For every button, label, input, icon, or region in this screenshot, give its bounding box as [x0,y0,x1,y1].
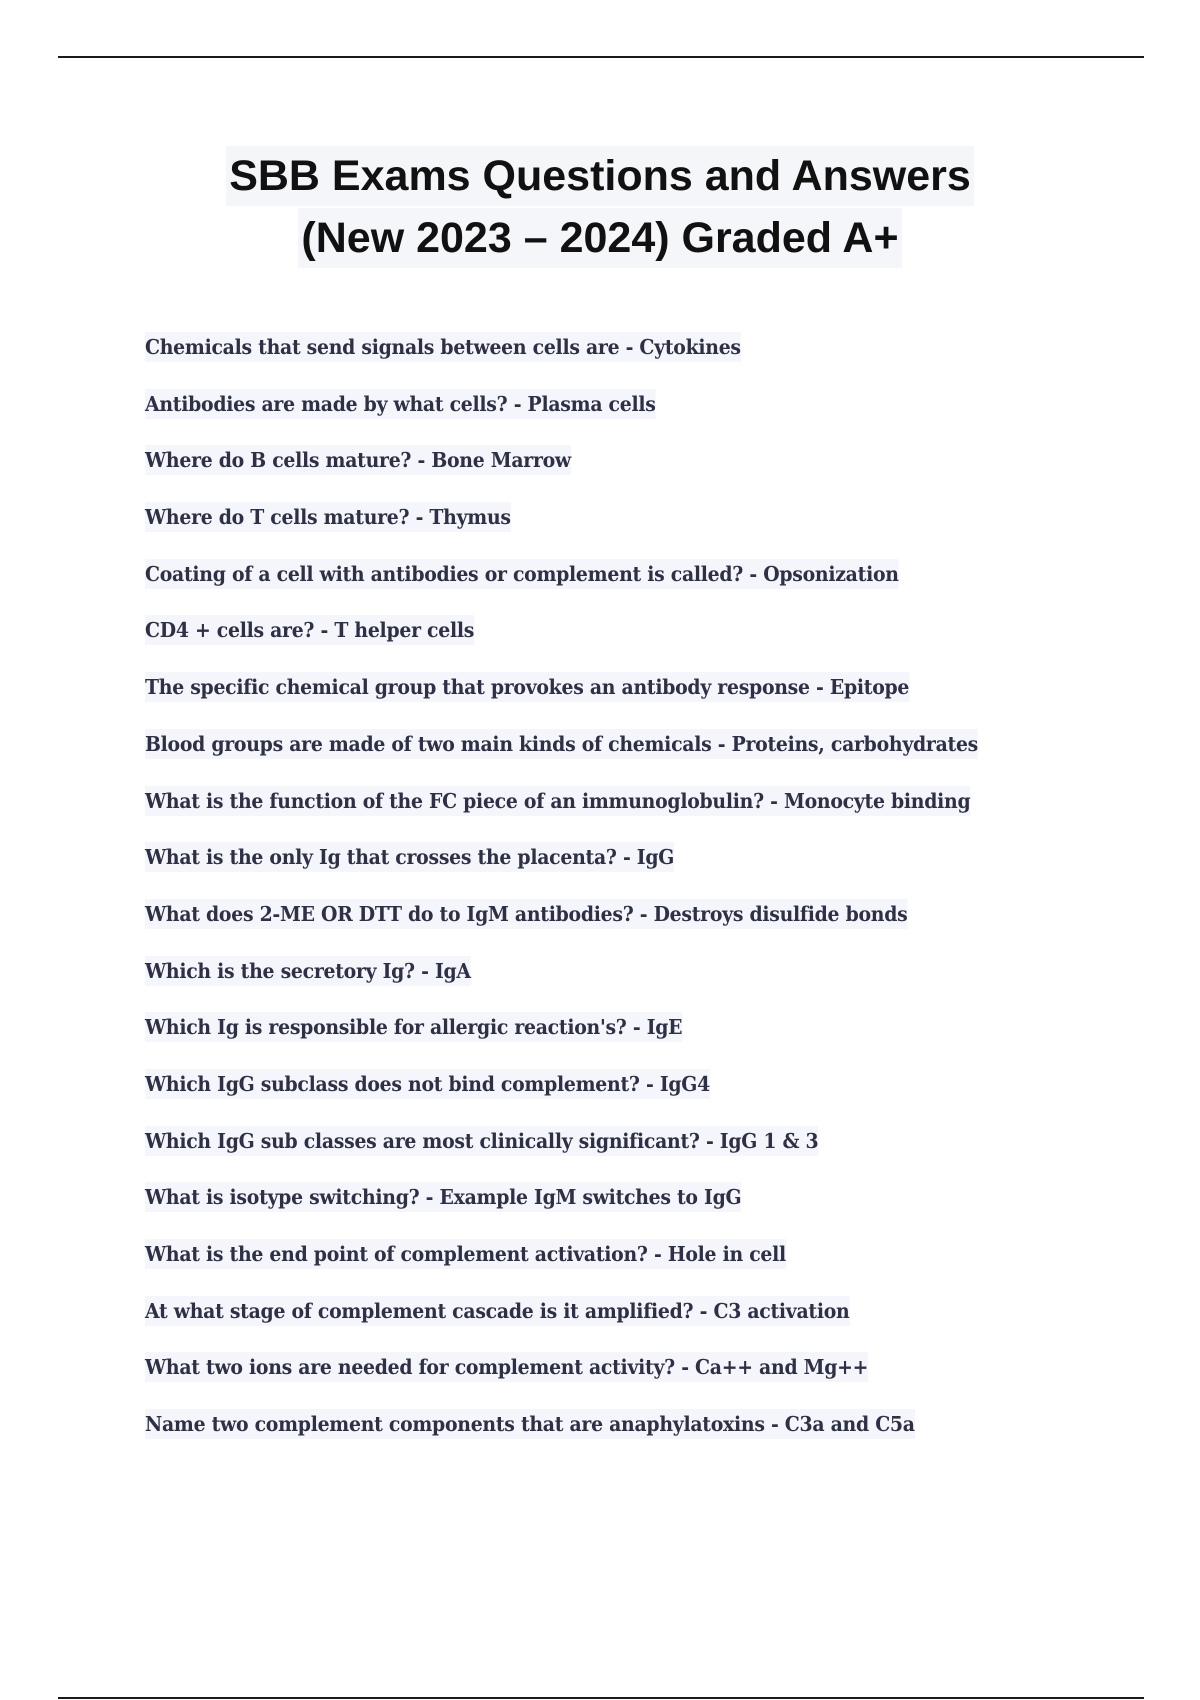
qa-item [145,729,1145,786]
qa-text: Where do T cells mature? - Thymus [145,502,511,532]
qa-text: What is isotype switching? - Example IgM switches to IgG [145,1182,741,1212]
qa-item [145,502,1145,559]
qa-item [145,786,1145,843]
top-rule [58,56,1144,58]
qa-item [145,1069,1145,1126]
title-line-2: (New 2023 – 2024) Graded A+ [298,208,901,268]
qa-item [145,559,1145,616]
document-title [0,146,1200,268]
qa-item [145,615,1145,672]
qa-text: Blood groups are made of two main kinds of chemicals - Proteins, carbohydrates [145,729,978,759]
qa-text: What is the function of the FC piece of an immunoglobulin? - Monocyte binding [145,786,970,816]
qa-text: Coating of a cell with antibodies or complement is called? - Opsonization [145,559,899,589]
qa-item [145,1409,1145,1466]
qa-item [145,956,1145,1013]
qa-item [145,1296,1145,1353]
qa-item [145,1182,1145,1239]
qa-text: The specific chemical group that provokes an antibody response - Epitope [145,672,909,702]
qa-list [145,332,1145,1466]
bottom-rule [58,1697,1144,1699]
qa-text: At what stage of complement cascade is it amplified? - C3 activation [145,1296,850,1326]
qa-item [145,1352,1145,1409]
qa-text: Antibodies are made by what cells? - Plasma cells [145,389,656,419]
qa-text: Name two complement components that are anaphylatoxins - C3a and C5a [145,1409,915,1439]
qa-item [145,672,1145,729]
qa-item [145,1126,1145,1183]
qa-text: Chemicals that send signals between cells are - Cytokines [145,332,741,362]
title-line-1: SBB Exams Questions and Answers [226,146,974,206]
qa-text: Where do B cells mature? - Bone Marrow [145,445,571,475]
qa-item [145,445,1145,502]
qa-text: Which Ig is responsible for allergic reaction's? - IgE [145,1012,682,1042]
qa-item [145,1239,1145,1296]
qa-text: Which IgG sub classes are most clinically significant? - IgG 1 & 3 [145,1126,818,1156]
qa-item [145,899,1145,956]
qa-text: What two ions are needed for complement activity? - Ca++ and Mg++ [145,1352,868,1382]
qa-item [145,1012,1145,1069]
qa-text: CD4 + cells are? - T helper cells [145,615,474,645]
qa-text: What does 2-ME OR DTT do to IgM antibodies? - Destroys disulfide bonds [145,899,907,929]
qa-item [145,842,1145,899]
qa-text: What is the end point of complement activation? - Hole in cell [145,1239,786,1269]
qa-item [145,332,1145,389]
qa-text: What is the only Ig that crosses the placenta? - IgG [145,842,674,872]
qa-text: Which is the secretory Ig? - IgA [145,956,471,986]
qa-text: Which IgG subclass does not bind complement? - IgG4 [145,1069,710,1099]
qa-item [145,389,1145,446]
